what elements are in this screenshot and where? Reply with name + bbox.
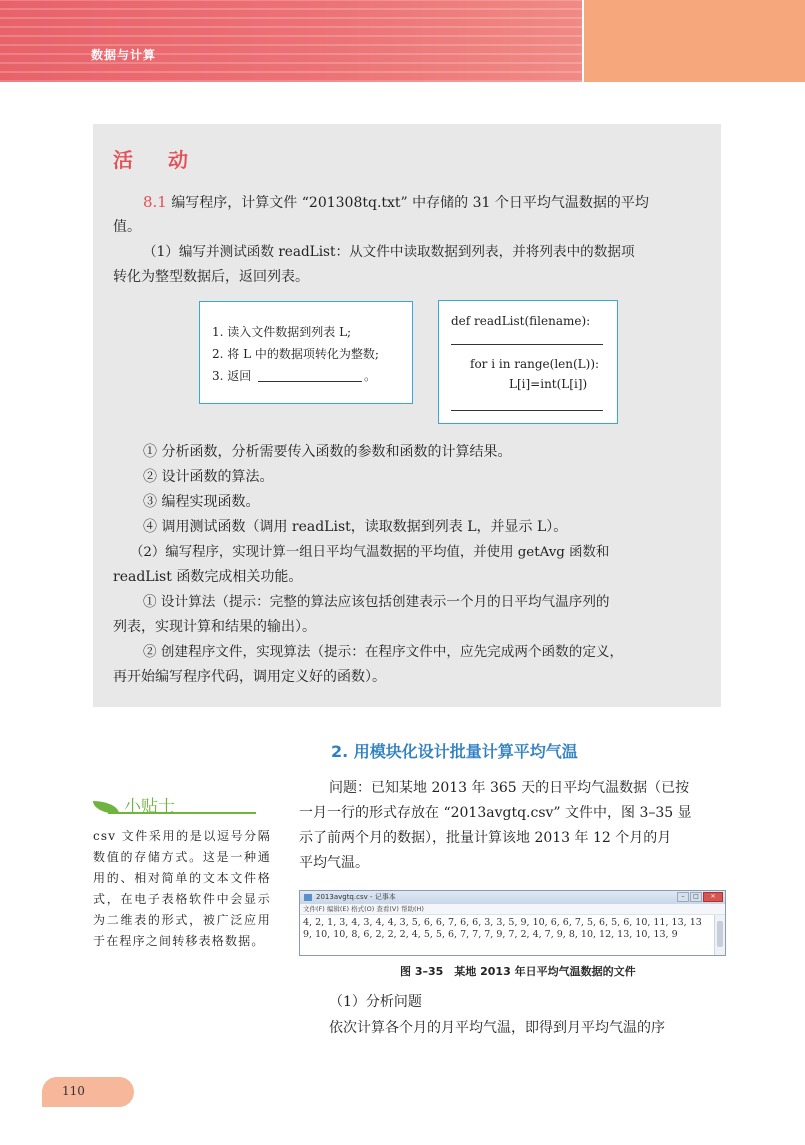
problem-line-4: 平均气温。 bbox=[299, 855, 369, 871]
page-number: 110 bbox=[62, 1084, 85, 1098]
task-number: 8.1 bbox=[143, 193, 167, 211]
code-box bbox=[438, 300, 618, 424]
csv-row-1: 4, 2, 1, 3, 4, 3, 4, 4, 3, 5, 6, 6, 7, 6, 6, 3, 3, 5, 9, 10, 6, 6, 7, 5, 6, 5, 6, 10, 11, 13, 13 bbox=[303, 917, 702, 928]
task-text: 编写程序，计算文件 “201308tq.txt” 中存储的 31 个日平均气温数据的平均 bbox=[171, 195, 649, 211]
notepad-window bbox=[299, 890, 726, 956]
algo-step-3-end: 。 bbox=[364, 369, 377, 383]
algo-step-2: 2. 将 L 中的数据项转化为整数; bbox=[212, 347, 379, 361]
window-controls bbox=[677, 892, 723, 902]
notepad-titlebar bbox=[300, 891, 725, 904]
close-icon: ✕ bbox=[703, 892, 723, 902]
csv-row-2: 9, 10, 10, 8, 6, 2, 2, 2, 4, 5, 5, 6, 7, 7, 7, 9, 7, 2, 4, 7, 9, 8, 10, 12, 13, 10, 13, 9 bbox=[303, 929, 678, 940]
activity-box bbox=[93, 124, 721, 707]
task-text-cont: 值。 bbox=[113, 219, 141, 235]
part2-line2: readList 函数完成相关功能。 bbox=[113, 569, 303, 585]
chapter-title: 数据与计算 bbox=[91, 48, 157, 62]
minimize-icon: – bbox=[677, 892, 689, 902]
header-banner bbox=[0, 0, 582, 82]
part2-step1-line2: 列表，实现计算和结果的输出）。 bbox=[113, 619, 316, 635]
part1-line1: （1）编写并测试函数 readList：从文件中读取数据到列表，并将列表中的数据项 bbox=[143, 244, 635, 260]
problem-line-1: 问题：已知某地 2013 年 365 天的日平均气温数据（已按 bbox=[329, 780, 690, 796]
maximize-icon: □ bbox=[690, 892, 702, 902]
part1-line2: 转化为整型数据后，返回列表。 bbox=[113, 269, 309, 285]
code-blank-2 bbox=[451, 410, 603, 411]
section-title: 2. 用模块化设计批量计算平均气温 bbox=[331, 742, 578, 761]
scrollbar bbox=[714, 915, 725, 955]
page-number-badge bbox=[42, 1077, 134, 1107]
code-def-line: def readList(filename): bbox=[451, 314, 591, 328]
code-blank-1 bbox=[451, 344, 603, 345]
part2-step1-line1: ① 设计算法（提示：完整的算法应该包括创建表示一个月的日平均气温序列的 bbox=[143, 594, 610, 610]
blank-line bbox=[258, 381, 362, 382]
task-line bbox=[143, 190, 649, 216]
notepad-icon bbox=[304, 894, 312, 901]
step-4: ④ 调用测试函数（调用 readList，读取数据到列表 L，并显示 L）。 bbox=[143, 519, 568, 535]
scrollbar-thumb bbox=[717, 921, 723, 947]
activity-title: 活 动 bbox=[113, 148, 202, 172]
figure-caption: 图 3–35 某地 2013 年日平均气温数据的文件 bbox=[400, 965, 636, 978]
analysis-text: 依次计算各个月的月平均气温，即得到月平均气温的序 bbox=[329, 1020, 665, 1036]
step-2: ② 设计函数的算法。 bbox=[143, 469, 274, 485]
part2-step2-line1: ② 创建程序文件，实现算法（提示：在程序文件中，应先完成两个函数的定义， bbox=[143, 644, 624, 660]
notepad-menu: 文件(F) 编辑(E) 格式(O) 查看(V) 帮助(H) bbox=[300, 904, 725, 915]
tip-title: 小贴士 bbox=[124, 797, 175, 817]
step-1: ① 分析函数，分析需要传入函数的参数和函数的计算结果。 bbox=[143, 444, 512, 460]
problem-line-2: 一月一行的形式存放在 “2013avgtq.csv” 文件中，图 3–35 显 bbox=[299, 805, 692, 821]
part2-line1: （2）编写程序，实现计算一组日平均气温数据的平均值，并使用 getAvg 函数和 bbox=[130, 545, 610, 560]
analysis-heading: （1）分析问题 bbox=[329, 994, 422, 1010]
algorithm-box bbox=[199, 301, 413, 404]
tip-text: csv 文件采用的是以逗号分隔数值的存储方式。这是一种通用的、相对简单的文本文件格式，在电子表格软件中会显示为二维表的形式，被广泛应用于在程序之间转移表格数据。 bbox=[93, 829, 271, 948]
notepad-content bbox=[300, 915, 725, 955]
part2-step2-line2: 再开始编写程序代码，调用定义好的函数）。 bbox=[113, 669, 386, 685]
algo-step-1: 1. 读入文件数据到列表 L; bbox=[212, 325, 352, 339]
problem-line-3: 示了前两个月的数据），批量计算该地 2013 年 12 个月的月 bbox=[299, 830, 672, 846]
algo-step-3: 3. 返回 bbox=[212, 369, 252, 383]
code-for-line: for i in range(len(L)): bbox=[470, 357, 600, 371]
notepad-title: 2013avgtq.csv - 记事本 bbox=[316, 893, 396, 901]
step-3: ③ 编程实现函数。 bbox=[143, 494, 260, 510]
code-assign-line: L[i]=int(L[i]) bbox=[509, 377, 588, 391]
header-accent bbox=[584, 0, 805, 82]
